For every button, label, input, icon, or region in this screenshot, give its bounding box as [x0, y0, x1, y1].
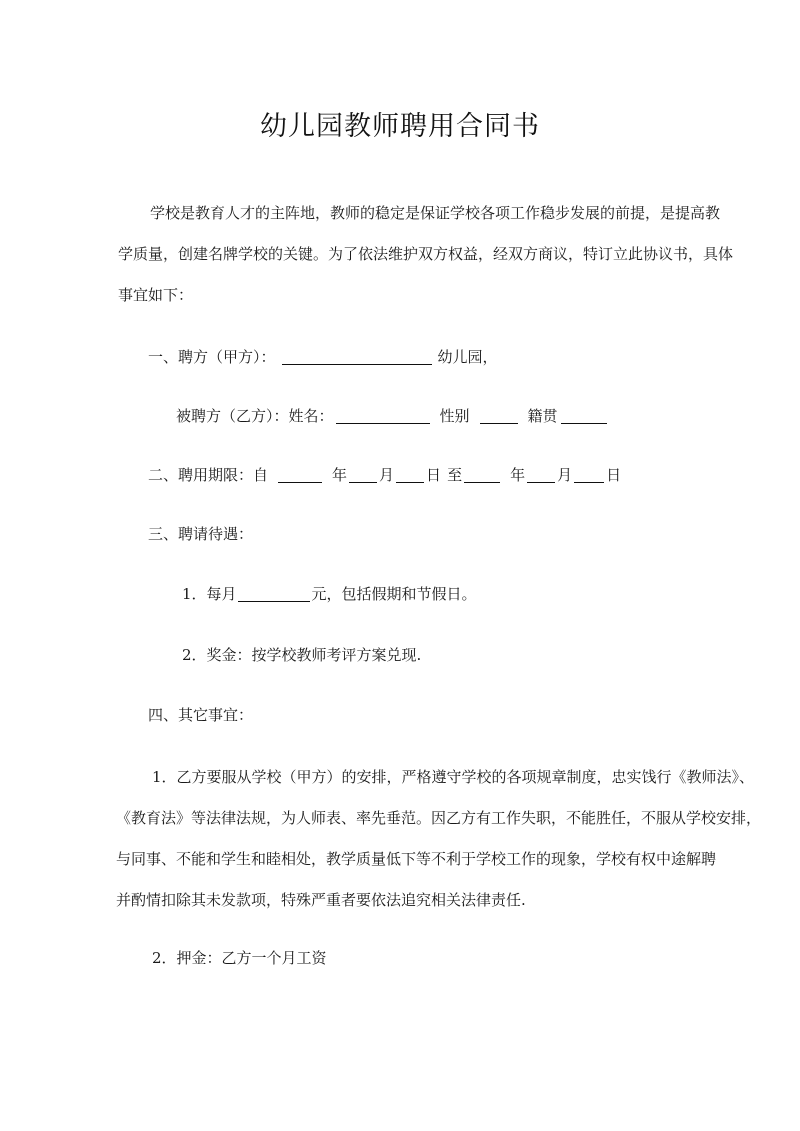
- gender-blank[interactable]: [480, 407, 518, 424]
- other-item-2: 2．押金：乙方一个月工资: [152, 949, 327, 967]
- term-label: 二、聘用期限：自: [148, 466, 269, 484]
- party-b-line: [176, 406, 607, 426]
- end-year-blank[interactable]: [464, 466, 500, 483]
- party-a-suffix: 幼儿园，: [437, 348, 498, 366]
- end-month-blank[interactable]: [527, 466, 555, 483]
- start-day-unit: 日: [426, 466, 442, 484]
- start-year-blank[interactable]: [278, 466, 322, 483]
- start-year-unit: 年: [332, 466, 348, 484]
- party-a-line: [148, 347, 498, 367]
- salary-suffix: 元，包括假期和节假日。: [311, 585, 477, 603]
- start-month-unit: 月: [379, 466, 395, 484]
- salary-prefix: 1．每月: [182, 585, 237, 603]
- other-item-1-line-1: 1．乙方要服从学校（甲方）的安排，严格遵守学校的各项规章制度，忠实饯行《教师法》、: [152, 768, 755, 786]
- benefits-heading: 三、聘请待遇：: [148, 525, 254, 543]
- end-day-blank[interactable]: [574, 466, 604, 483]
- gender-label: 性别: [439, 407, 470, 425]
- origin-label: 籍贯: [527, 407, 558, 425]
- origin-blank[interactable]: [561, 407, 607, 424]
- start-day-blank[interactable]: [396, 466, 424, 483]
- intro-line-1: 学校是教育人才的主阵地，教师的稳定是保证学校各项工作稳步发展的前提，是提高教: [150, 204, 721, 222]
- start-month-blank[interactable]: [349, 466, 377, 483]
- benefits-item-1: [182, 584, 477, 604]
- intro-line-2: 学质量，创建名牌学校的关键。为了依法维护双方权益，经双方商议，特订立此协议书，具体: [118, 245, 734, 263]
- other-item-1-line-4: 并酌情扣除其未发款项，特殊严重者要依法追究相关法律责任.: [116, 891, 526, 909]
- party-a-blank[interactable]: [282, 348, 432, 365]
- end-month-unit: 月: [557, 466, 573, 484]
- end-year-unit: 年: [510, 466, 526, 484]
- term-to: 至: [447, 466, 463, 484]
- other-item-1-line-3: 与同事、不能和学生和睦相处，教学质量低下等不利于学校工作的现象，学校有权中途解聘: [116, 850, 717, 868]
- end-day-unit: 日: [606, 466, 622, 484]
- party-b-label: 被聘方（乙方）：姓名：: [176, 407, 334, 425]
- intro-line-3: 事宜如下：: [118, 286, 194, 304]
- party-a-label: 一、聘方（甲方）：: [148, 348, 276, 366]
- document-title: 幼儿园教师聘用合同书: [260, 111, 540, 142]
- benefits-item-2: 2．奖金：按学校教师考评方案兑现.: [182, 646, 422, 664]
- term-line: [148, 465, 621, 485]
- salary-blank[interactable]: [238, 585, 310, 602]
- other-item-1-line-2: 《教育法》等法律法规，为人师表、率先垂范。因乙方有工作失职，不能胜任，不服从学校安排，: [116, 809, 762, 827]
- name-blank[interactable]: [336, 407, 430, 424]
- other-heading: 四、其它事宜：: [148, 706, 254, 724]
